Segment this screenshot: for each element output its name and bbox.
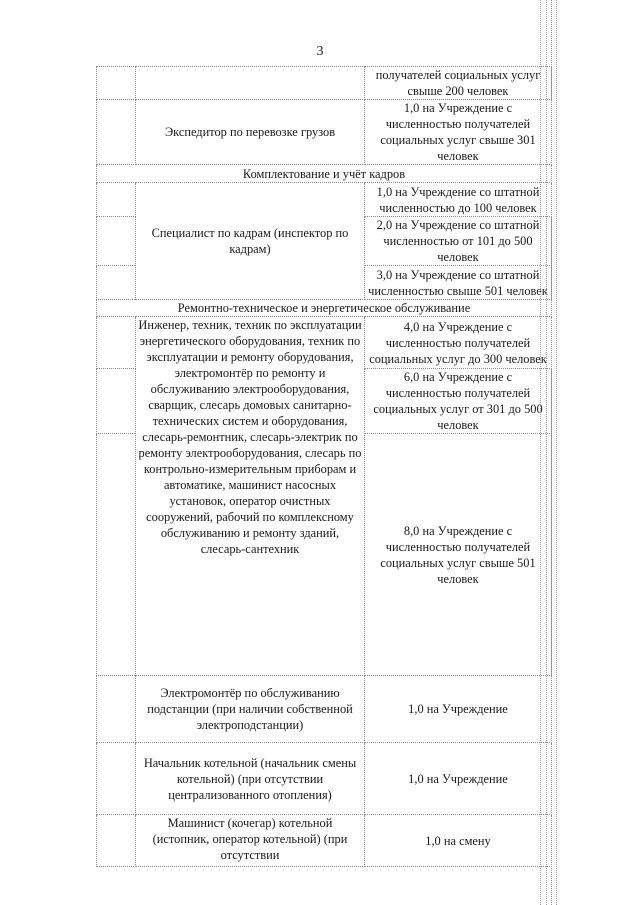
staffing-table xyxy=(96,66,552,867)
row-number-cell xyxy=(97,815,136,867)
row-number-cell xyxy=(97,217,136,266)
table-row xyxy=(97,743,552,815)
quota-cell: 1,0 на Учреждение xyxy=(365,676,552,743)
quota-cell: получателей социальных услуг свыше 200 человек xyxy=(365,67,552,100)
row-number-cell xyxy=(97,183,136,217)
position-cell xyxy=(136,67,365,100)
page-number: 3 xyxy=(316,44,324,59)
position-cell: Экспедитор по перевозке грузов xyxy=(136,100,365,165)
section-row xyxy=(97,300,552,317)
quota-cell: 6,0 на Учреждение с численностью получателей социальных услуг от 301 до 500 человек xyxy=(365,369,552,434)
section-title: Ремонтно-техническое и энергетическое обслуживание xyxy=(97,300,552,317)
scan-artifact-line xyxy=(546,0,547,905)
position-cell: Машинист (кочегар) котельной (истопник, оператор котельной) (при отсутствии xyxy=(136,815,365,867)
row-number-cell xyxy=(97,266,136,300)
position-cell: Электромонтёр по обслуживанию подстанции (при наличии собственной электроподстанции) xyxy=(136,676,365,743)
row-number-cell xyxy=(97,676,136,743)
quota-cell: 1,0 на Учреждение с численностью получателей социальных услуг свыше 301 человек xyxy=(365,100,552,165)
quota-cell: 4,0 на Учреждение с численностью получателей социальных услуг до 300 человек xyxy=(365,317,552,369)
quota-cell: 1,0 на Учреждение xyxy=(365,743,552,815)
position-cell: Начальник котельной (начальник смены котельной) (при отсутствии централизованного отопления) xyxy=(136,743,365,815)
section-row xyxy=(97,165,552,183)
quota-cell: 2,0 на Учреждение со штатной численностью от 101 до 500 человек xyxy=(365,217,552,266)
table-row xyxy=(97,815,552,867)
table-row xyxy=(97,317,552,369)
table-row xyxy=(97,676,552,743)
quota-cell: 8,0 на Учреждение с численностью получателей социальных услуг свыше 501 человек xyxy=(365,434,552,676)
row-number-cell xyxy=(97,434,136,676)
table-row xyxy=(97,100,552,165)
row-number-cell xyxy=(97,317,136,369)
position-cell: Специалист по кадрам (инспектор по кадрам) xyxy=(136,183,365,300)
row-number-cell xyxy=(97,100,136,165)
quota-cell: 3,0 на Учреждение со штатной численностью свыше 501 человек xyxy=(365,266,552,300)
quota-cell: 1,0 на смену xyxy=(365,815,552,867)
position-cell: Инженер, техник, техник по эксплуатации энергетического оборудования, техник по эксплуатации и ремонту оборудования, электромонтёр по ремонту и обслуживанию электрооборудования, сварщик, слесарь домовых санитарно-технических систем и оборудования, слесарь-ремонтник, слесарь-электрик по ремонту электрооборудования, слесарь по контрольно-измерительным приборам и автоматике, машинист насосных установок, оператор очистных сооружений, рабочий по комплексному обслуживанию и ремонту зданий, слесарь-сантехник xyxy=(136,317,365,676)
table-row xyxy=(97,183,552,217)
scan-artifact-line xyxy=(551,0,552,905)
scan-artifact-line xyxy=(556,0,557,905)
row-number-cell xyxy=(97,67,136,100)
section-title: Комплектование и учёт кадров xyxy=(97,165,552,183)
row-number-cell xyxy=(97,369,136,434)
quota-cell: 1,0 на Учреждение со штатной численностью до 100 человек xyxy=(365,183,552,217)
row-number-cell xyxy=(97,743,136,815)
table-row xyxy=(97,67,552,100)
scan-artifact-line xyxy=(540,0,541,905)
